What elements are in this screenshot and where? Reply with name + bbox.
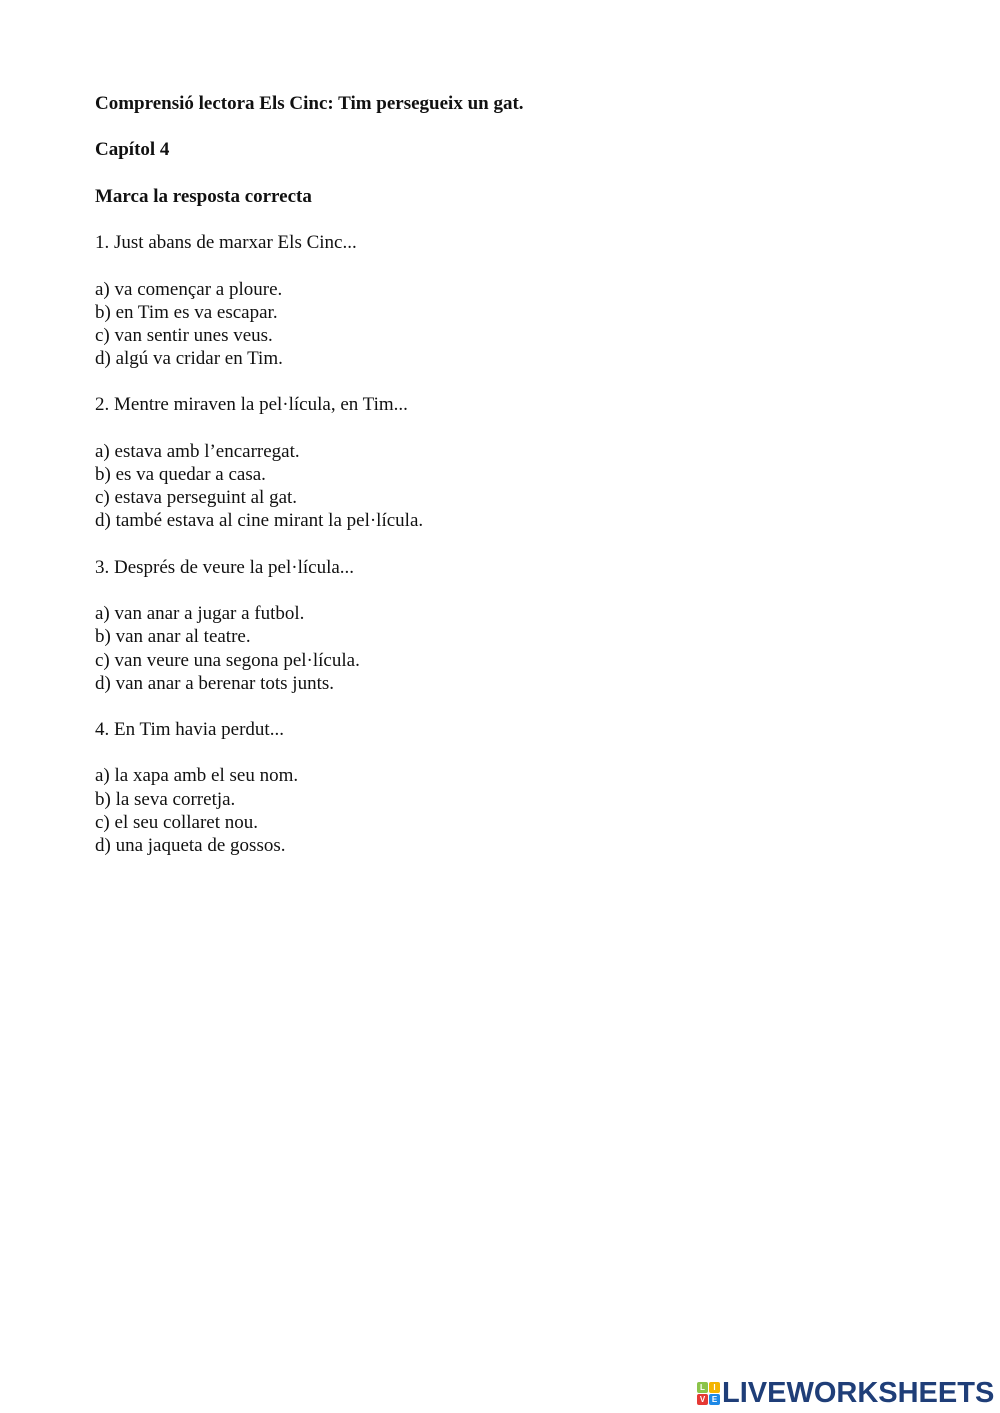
answer-option[interactable]: d) van anar a berenar tots junts. <box>95 672 334 694</box>
question-4 <box>95 718 915 857</box>
answer-options <box>95 764 915 857</box>
logo-block: E <box>709 1394 720 1405</box>
instruction-heading: Marca la resposta correcta <box>95 185 312 207</box>
answer-option[interactable]: a) van anar a jugar a futbol. <box>95 603 305 625</box>
answer-options <box>95 440 915 533</box>
question-1 <box>95 231 915 370</box>
logo-blocks-icon <box>697 1382 720 1405</box>
answer-option[interactable]: d) també estava al cine mirant la pel·lícula. <box>95 510 424 532</box>
answer-option[interactable]: c) van sentir unes veus. <box>95 324 273 346</box>
question-text: 4. En Tim havia perdut... <box>95 719 284 741</box>
answer-option[interactable]: b) van anar al teatre. <box>95 626 251 648</box>
answer-option[interactable]: b) en Tim es va escapar. <box>95 301 278 323</box>
answer-options <box>95 602 915 695</box>
chapter-heading: Capítol 4 <box>95 139 170 161</box>
answer-option[interactable]: a) va començar a ploure. <box>95 278 283 300</box>
answer-option[interactable]: a) estava amb l’encarregat. <box>95 440 300 462</box>
answer-option[interactable]: c) el seu collaret nou. <box>95 811 259 833</box>
question-3 <box>95 556 915 695</box>
answer-option[interactable]: a) la xapa amb el seu nom. <box>95 765 299 787</box>
answer-option[interactable]: c) van veure una segona pel·lícula. <box>95 649 360 671</box>
logo-block: V <box>697 1394 708 1405</box>
logo-block: L <box>697 1382 708 1393</box>
question-text: 1. Just abans de marxar Els Cinc... <box>95 232 357 254</box>
liveworksheets-logo <box>697 1377 994 1409</box>
question-text: 2. Mentre miraven la pel·lícula, en Tim... <box>95 394 408 416</box>
answer-option[interactable]: d) algú va cridar en Tim. <box>95 348 283 370</box>
answer-option[interactable]: d) una jaqueta de gossos. <box>95 835 286 856</box>
logo-text: LIVEWORKSHEETS <box>722 1377 995 1409</box>
logo-block: I <box>709 1382 720 1393</box>
question-text: 3. Després de veure la pel·lícula... <box>95 556 355 578</box>
worksheet-title: Comprensió lectora Els Cinc: Tim persegueix un gat. <box>95 93 524 114</box>
worksheet-page <box>95 92 915 880</box>
answer-options <box>95 278 915 371</box>
question-2 <box>95 393 915 532</box>
answer-option[interactable]: b) es va quedar a casa. <box>95 464 266 485</box>
answer-option[interactable]: b) la seva corretja. <box>95 788 236 810</box>
answer-option[interactable]: c) estava perseguint al gat. <box>95 487 298 509</box>
